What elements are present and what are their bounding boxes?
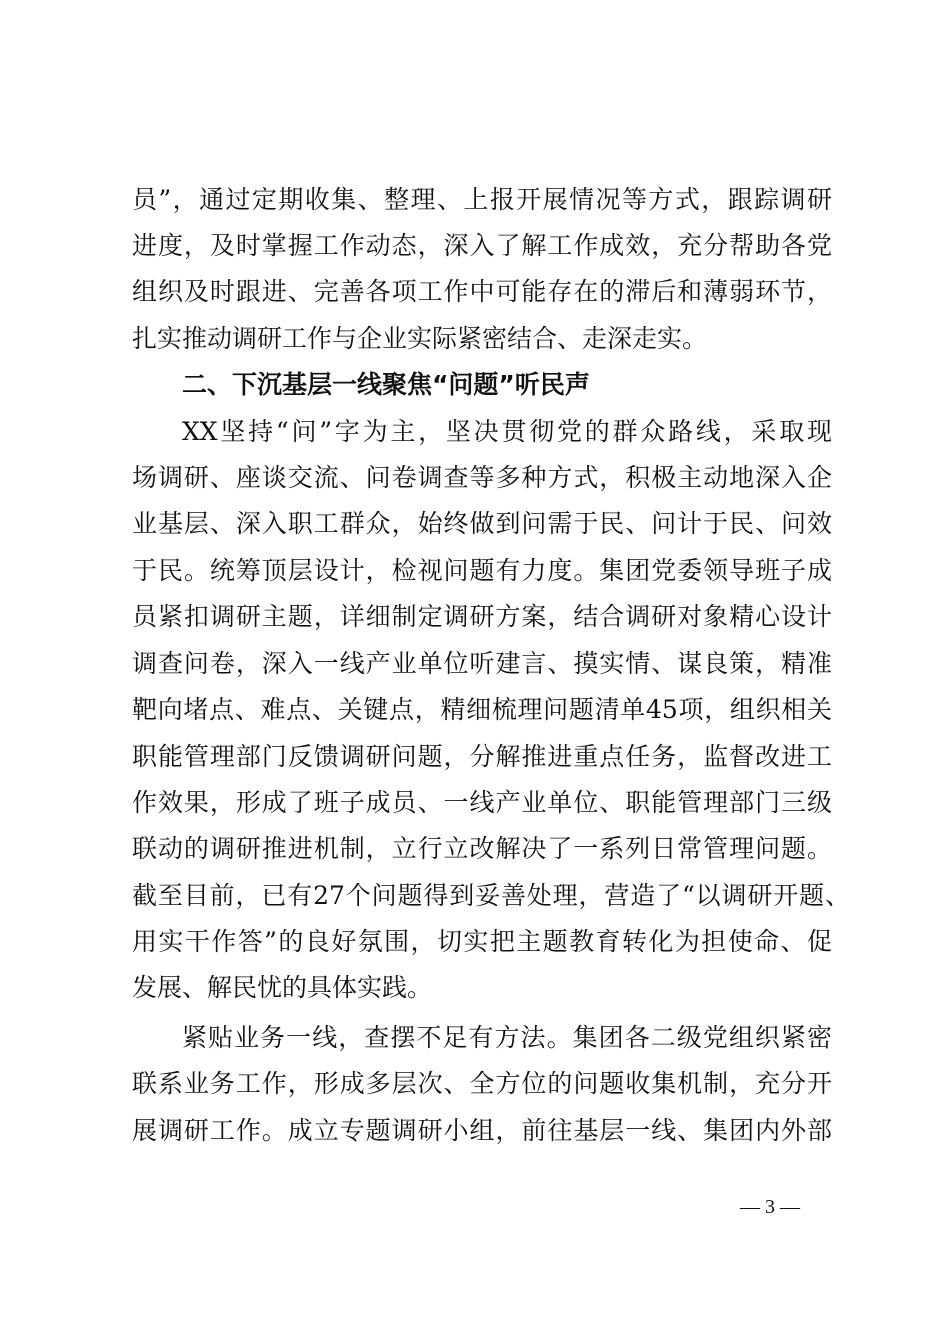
body-text-line: 紧贴业务一线，查摆不足有方法。集团各二级党组织紧密 — [182, 1023, 832, 1052]
body-text-line: 调查问卷，深入一线产业单位听建言、摸实情、谋良策，精准 — [132, 649, 832, 678]
body-text-line: 于民。统筹顶层设计，检视问题有力度。集团党委领导班子成 — [132, 556, 832, 585]
body-text-line: 发展、解民忧的具体实践。 — [132, 973, 433, 1002]
body-text-line: 组织及时跟进、完善各项工作中可能存在的滞后和薄弱环节， — [132, 277, 832, 306]
section-heading: 二、下沉基层一线聚焦“问题”听民声 — [182, 370, 590, 399]
body-text-line: 用实干作答”的良好氛围，切实把主题教育转化为担使命、促 — [132, 927, 832, 956]
body-text-line: 联系业务工作，形成多层次、全方位的问题收集机制，充分开 — [132, 1069, 832, 1098]
body-text-line: 员紧扣调研主题，详细制定调研方案，结合调研对象精心设计 — [132, 602, 832, 631]
body-text-line: XX坚持“问”字为主，坚决贯彻党的群众路线，采取现 — [182, 417, 832, 446]
page-number: — 3 — — [740, 1196, 800, 1218]
body-text-line: 进度，及时掌握工作动态，深入了解工作成效，充分帮助各党 — [132, 231, 832, 260]
body-text-line: 截至目前，已有27个问题得到妥善处理，营造了“以调研开题、 — [132, 881, 850, 910]
body-text-line: 场调研、座谈交流、问卷调查等多种方式，积极主动地深入企 — [132, 463, 832, 492]
body-text-line: 联动的调研推进机制，立行立改解决了一系列日常管理问题。 — [132, 834, 832, 863]
body-text-line: 扎实推动调研工作与企业实际紧密结合、走深走实。 — [132, 324, 708, 353]
body-text-line: 员”，通过定期收集、整理、上报开展情况等方式，跟踪调研 — [132, 185, 832, 214]
body-text-line: 作效果，形成了班子成员、一线产业单位、职能管理部门三级 — [132, 788, 832, 817]
body-text-line: 展调研工作。成立专题调研小组，前往基层一线、集团内外部 — [132, 1116, 832, 1145]
body-text-line: 职能管理部门反馈调研问题，分解推进重点任务，监督改进工 — [132, 742, 832, 771]
body-text-line: 业基层、深入职工群众，始终做到问需于民、问计于民、问效 — [132, 509, 832, 538]
body-text-line: 靶向堵点、难点、关键点，精细梳理问题清单45项，组织相关 — [132, 695, 832, 724]
